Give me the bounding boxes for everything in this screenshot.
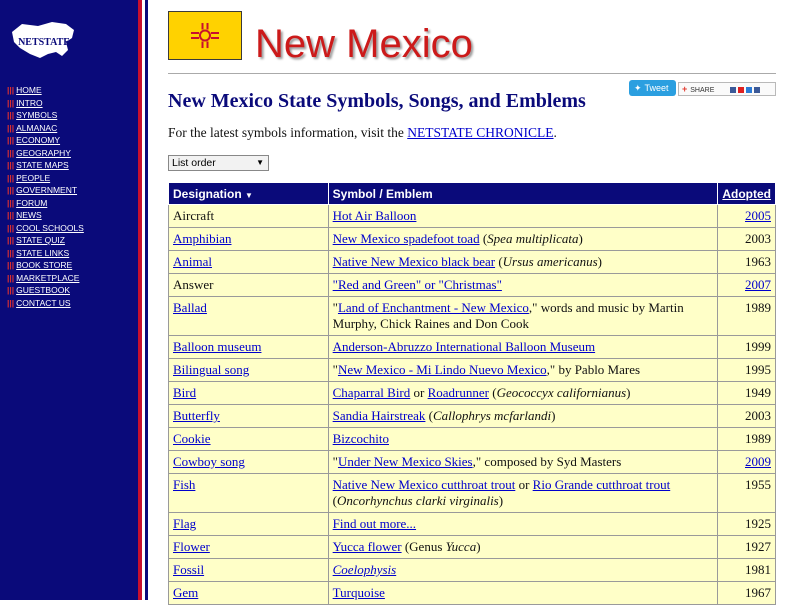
sidebar-item-link[interactable]: MARKETPLACE bbox=[16, 272, 80, 283]
sidebar-item-state-quiz[interactable] bbox=[7, 234, 84, 247]
adopted-year: 1927 bbox=[745, 539, 771, 554]
designation-cell bbox=[169, 274, 329, 297]
sidebar-item-forum[interactable] bbox=[7, 197, 84, 210]
sidebar-item-link[interactable]: GOVERNMENT bbox=[16, 185, 78, 195]
nav-bars-icon: ||| bbox=[7, 297, 15, 308]
nav-bars-icon: ||| bbox=[7, 197, 15, 208]
sidebar-item-geography[interactable] bbox=[7, 147, 84, 160]
designation-cell bbox=[169, 474, 329, 513]
symbol-cell bbox=[328, 559, 718, 582]
table-row bbox=[169, 513, 776, 536]
sidebar-item-link[interactable]: HOME bbox=[16, 85, 42, 95]
adopted-year: 2003 bbox=[745, 231, 771, 246]
symbol-link[interactable]: Find out more... bbox=[332, 516, 417, 531]
blue-stripe bbox=[145, 0, 148, 600]
symbol-cell bbox=[328, 582, 718, 605]
sidebar-item-symbols[interactable] bbox=[7, 109, 84, 122]
symbol-cell: Chaparral Bird or Roadrunner (Geococcyx californianus) bbox=[328, 382, 718, 405]
sort-down-icon: ▼ bbox=[245, 190, 253, 200]
symbol-link[interactable]: New Mexico spadefoot toad bbox=[332, 231, 480, 246]
nav-bars-icon: ||| bbox=[7, 147, 15, 158]
sidebar-item-book-store[interactable] bbox=[7, 259, 84, 272]
nav-bars-icon: ||| bbox=[7, 260, 15, 270]
designation-link[interactable]: Balloon museum bbox=[173, 339, 262, 354]
netstate-logo[interactable] bbox=[8, 18, 80, 66]
symbol-cell bbox=[328, 205, 718, 228]
symbol-cell bbox=[328, 428, 718, 451]
table-row bbox=[169, 428, 776, 451]
sidebar-item-intro[interactable] bbox=[7, 97, 84, 110]
table-row bbox=[169, 359, 776, 382]
designation-cell bbox=[169, 382, 329, 405]
designation-cell bbox=[169, 205, 329, 228]
designation-link[interactable]: Flower bbox=[173, 539, 210, 554]
nav-bars-icon: ||| bbox=[7, 247, 15, 258]
table-row bbox=[169, 474, 776, 513]
symbol-link[interactable]: Anderson-Abruzzo International Balloon Museum bbox=[332, 339, 596, 354]
sidebar-item-guestbook[interactable] bbox=[7, 284, 84, 297]
sidebar-item-state-links[interactable] bbox=[7, 247, 84, 260]
table-row bbox=[169, 451, 776, 474]
intro-text: For the latest symbols information, visit the NETSTATE CHRONICLE. bbox=[168, 125, 557, 140]
adopted-cell bbox=[718, 428, 776, 451]
designation-cell bbox=[169, 405, 329, 428]
symbol-cell: Yucca flower (Genus Yucca) bbox=[328, 536, 718, 559]
sidebar-item-link[interactable]: GEOGRAPHY bbox=[16, 147, 71, 158]
adopted-cell bbox=[718, 405, 776, 428]
sidebar-item-marketplace[interactable] bbox=[7, 272, 84, 285]
symbol-link[interactable]: Yucca flower bbox=[332, 539, 402, 554]
table-row bbox=[169, 405, 776, 428]
state-title: New Mexico bbox=[255, 22, 473, 66]
symbol-cell bbox=[328, 513, 718, 536]
addthis-plus-icon: + bbox=[682, 84, 688, 94]
adopted-year: 1967 bbox=[745, 585, 771, 600]
tweet-label: Tweet bbox=[644, 83, 669, 93]
adopted-cell bbox=[718, 513, 776, 536]
table-row bbox=[169, 228, 776, 251]
sidebar-nav bbox=[7, 84, 84, 309]
designation-column-header[interactable]: Designation ▼ bbox=[169, 183, 329, 205]
nav-bars-icon: ||| bbox=[7, 85, 15, 95]
sidebar-item-link[interactable]: STATE QUIZ bbox=[16, 235, 65, 245]
designation-cell bbox=[169, 559, 329, 582]
table-row bbox=[169, 582, 776, 605]
sidebar-item-link[interactable]: COOL SCHOOLS bbox=[16, 222, 84, 233]
designation-text: Aircraft bbox=[173, 208, 215, 223]
adopted-cell bbox=[718, 251, 776, 274]
sidebar bbox=[0, 0, 138, 600]
designation-cell bbox=[169, 513, 329, 536]
table-row bbox=[169, 382, 776, 405]
adopted-cell bbox=[718, 382, 776, 405]
nav-bars-icon: ||| bbox=[7, 122, 15, 133]
adopted-year: 1989 bbox=[745, 431, 771, 446]
sidebar-item-link[interactable]: FORUM bbox=[16, 197, 48, 208]
facebook-icon bbox=[730, 87, 736, 93]
symbol-link[interactable]: Hot Air Balloon bbox=[332, 208, 417, 223]
table-row bbox=[169, 536, 776, 559]
sidebar-item-state-maps[interactable] bbox=[7, 159, 84, 172]
nav-bars-icon: ||| bbox=[7, 135, 15, 145]
designation-link[interactable]: Fossil bbox=[173, 562, 205, 577]
adopted-year-link[interactable]: 2009 bbox=[745, 454, 771, 469]
designation-cell bbox=[169, 336, 329, 359]
designation-link[interactable]: Animal bbox=[173, 254, 212, 269]
sidebar-item-link[interactable]: SYMBOLS bbox=[16, 110, 58, 120]
header-divider bbox=[168, 73, 776, 74]
sidebar-item-link[interactable]: STATE LINKS bbox=[16, 247, 70, 258]
table-row bbox=[169, 559, 776, 582]
sidebar-item-link[interactable]: ECONOMY bbox=[16, 135, 61, 145]
adopted-year: 1989 bbox=[745, 300, 771, 315]
sidebar-item-almanac[interactable] bbox=[7, 122, 84, 135]
symbol-link[interactable]: Roadrunner bbox=[427, 385, 489, 400]
symbol-link[interactable]: Land of Enchantment - New Mexico bbox=[337, 300, 529, 315]
symbol-cell: "New Mexico - Mi Lindo Nuevo Mexico," by Pablo Mares bbox=[328, 359, 718, 382]
designation-cell bbox=[169, 297, 329, 336]
adopted-cell bbox=[718, 359, 776, 382]
designation-cell bbox=[169, 428, 329, 451]
dropdown-arrow-icon: ▼ bbox=[256, 158, 264, 167]
sidebar-item-link[interactable]: STATE MAPS bbox=[16, 160, 69, 170]
designation-link[interactable]: Fish bbox=[173, 477, 196, 492]
delicious-icon bbox=[746, 87, 752, 93]
twitter-bird-icon: ✦ bbox=[634, 83, 642, 93]
symbol-cell bbox=[328, 336, 718, 359]
bookmark-icon bbox=[738, 87, 744, 93]
adopted-year: 2003 bbox=[745, 408, 771, 423]
adopted-year: 1963 bbox=[745, 254, 771, 269]
nav-bars-icon: ||| bbox=[7, 272, 15, 283]
designation-cell bbox=[169, 451, 329, 474]
designation-cell bbox=[169, 251, 329, 274]
facebook-share-icon bbox=[754, 87, 760, 93]
page-heading: New Mexico State Symbols, Songs, and Emblems bbox=[168, 90, 586, 112]
table-row bbox=[169, 205, 776, 228]
symbol-link[interactable]: Sandia Hairstreak bbox=[332, 408, 426, 423]
adopted-cell bbox=[718, 228, 776, 251]
adopted-cell bbox=[718, 274, 776, 297]
symbol-link[interactable]: Turquoise bbox=[332, 585, 385, 600]
symbol-link[interactable]: Native New Mexico black bear bbox=[332, 254, 496, 269]
adopted-year: 1995 bbox=[745, 362, 771, 377]
sidebar-item-link[interactable]: GUESTBOOK bbox=[16, 285, 70, 295]
designation-link[interactable]: Flag bbox=[173, 516, 197, 531]
symbol-cell: New Mexico spadefoot toad (Spea multiplicata) bbox=[328, 228, 718, 251]
designation-link[interactable]: Cookie bbox=[173, 431, 211, 446]
sidebar-item-link[interactable]: PEOPLE bbox=[16, 172, 51, 183]
nav-bars-icon: ||| bbox=[7, 222, 15, 233]
sidebar-item-link[interactable]: ALMANAC bbox=[16, 122, 58, 133]
sidebar-item-government[interactable] bbox=[7, 184, 84, 197]
adopted-cell bbox=[718, 297, 776, 336]
designation-cell bbox=[169, 359, 329, 382]
table-row bbox=[169, 251, 776, 274]
symbol-link[interactable]: "Red and Green" or "Christmas" bbox=[332, 277, 502, 292]
sidebar-item-link[interactable]: INTRO bbox=[16, 97, 43, 108]
zia-sun-icon bbox=[169, 12, 241, 59]
adopted-cell bbox=[718, 205, 776, 228]
symbols-table bbox=[168, 182, 776, 605]
nav-bars-icon: ||| bbox=[7, 210, 15, 220]
designation-link[interactable]: Bilingual song bbox=[173, 362, 250, 377]
symbol-cell: Sandia Hairstreak (Callophrys mcfarlandi) bbox=[328, 405, 718, 428]
sidebar-item-home[interactable] bbox=[7, 84, 84, 97]
sidebar-item-contact-us[interactable] bbox=[7, 297, 84, 310]
adopted-cell bbox=[718, 336, 776, 359]
symbol-column-header: Symbol / Emblem bbox=[328, 183, 718, 205]
adopted-column-header[interactable]: Adopted bbox=[718, 183, 776, 205]
adopted-year: 1925 bbox=[745, 516, 771, 531]
designation-link[interactable]: Cowboy song bbox=[173, 454, 245, 469]
adopted-cell bbox=[718, 559, 776, 582]
nav-bars-icon: ||| bbox=[7, 172, 15, 183]
nav-bars-icon: ||| bbox=[7, 185, 15, 195]
designation-link[interactable]: Butterfly bbox=[173, 408, 220, 423]
sidebar-item-link[interactable]: CONTACT US bbox=[16, 297, 71, 308]
logo-text: NETSTATE bbox=[18, 37, 70, 48]
adopted-year: 1981 bbox=[745, 562, 771, 577]
table-row bbox=[169, 297, 776, 336]
symbol-link[interactable]: Bizcochito bbox=[332, 431, 389, 446]
designation-cell bbox=[169, 228, 329, 251]
designation-link[interactable]: Gem bbox=[173, 585, 199, 600]
sidebar-item-link[interactable]: BOOK STORE bbox=[16, 260, 73, 270]
adopted-cell bbox=[718, 582, 776, 605]
share-label: SHARE bbox=[690, 87, 715, 94]
symbol-link[interactable]: Under New Mexico Skies bbox=[337, 454, 473, 469]
nav-bars-icon: ||| bbox=[7, 160, 15, 170]
symbol-link[interactable]: New Mexico - Mi Lindo Nuevo Mexico bbox=[337, 362, 547, 377]
designation-link[interactable]: Ballad bbox=[173, 300, 207, 315]
designation-link[interactable]: Amphibian bbox=[173, 231, 232, 246]
symbol-link[interactable]: Native New Mexico cutthroat trout bbox=[332, 477, 516, 492]
table-row bbox=[169, 336, 776, 359]
share-button[interactable] bbox=[678, 82, 776, 96]
table-row bbox=[169, 274, 776, 297]
designation-cell bbox=[169, 582, 329, 605]
symbol-link[interactable]: Chaparral Bird bbox=[332, 385, 411, 400]
sidebar-item-link[interactable]: NEWS bbox=[16, 210, 42, 220]
symbol-link[interactable]: Coelophysis bbox=[332, 562, 397, 577]
sidebar-item-cool-schools[interactable] bbox=[7, 222, 84, 235]
symbol-cell: Native New Mexico cutthroat trout or Rio Grande cutthroat trout (Oncorhynchus clarki virginalis) bbox=[328, 474, 718, 513]
adopted-year: 1949 bbox=[745, 385, 771, 400]
adopted-cell bbox=[718, 451, 776, 474]
nav-bars-icon: ||| bbox=[7, 285, 15, 295]
nav-bars-icon: ||| bbox=[7, 110, 15, 120]
sidebar-item-economy[interactable] bbox=[7, 134, 84, 147]
adopted-cell bbox=[718, 474, 776, 513]
new-mexico-flag bbox=[168, 11, 242, 60]
adopted-year: 1999 bbox=[745, 339, 771, 354]
symbol-cell bbox=[328, 274, 718, 297]
symbol-cell: "Under New Mexico Skies," composed by Syd Masters bbox=[328, 451, 718, 474]
symbol-cell: Native New Mexico black bear (Ursus americanus) bbox=[328, 251, 718, 274]
nav-bars-icon: ||| bbox=[7, 235, 15, 245]
adopted-year: 1955 bbox=[745, 477, 771, 492]
netstate-chronicle-link[interactable]: NETSTATE CHRONICLE bbox=[407, 125, 554, 140]
tweet-button[interactable] bbox=[629, 80, 676, 96]
designation-link[interactable]: Bird bbox=[173, 385, 197, 400]
designation-text: Answer bbox=[173, 277, 214, 292]
sidebar-item-news[interactable] bbox=[7, 209, 84, 222]
table-header-row bbox=[169, 183, 776, 205]
adopted-year-link[interactable]: 2005 bbox=[745, 208, 771, 223]
sidebar-item-people[interactable] bbox=[7, 172, 84, 185]
designation-cell bbox=[169, 536, 329, 559]
sort-order-select[interactable]: List order ▼ bbox=[168, 155, 269, 171]
adopted-year-link[interactable]: 2007 bbox=[745, 277, 771, 292]
symbol-cell: "Land of Enchantment - New Mexico," words and music by Martin Murphy, Chick Raines and Don Cook bbox=[328, 297, 718, 336]
symbol-link[interactable]: Rio Grande cutthroat trout bbox=[532, 477, 671, 492]
adopted-cell bbox=[718, 536, 776, 559]
nav-bars-icon: ||| bbox=[7, 97, 15, 108]
